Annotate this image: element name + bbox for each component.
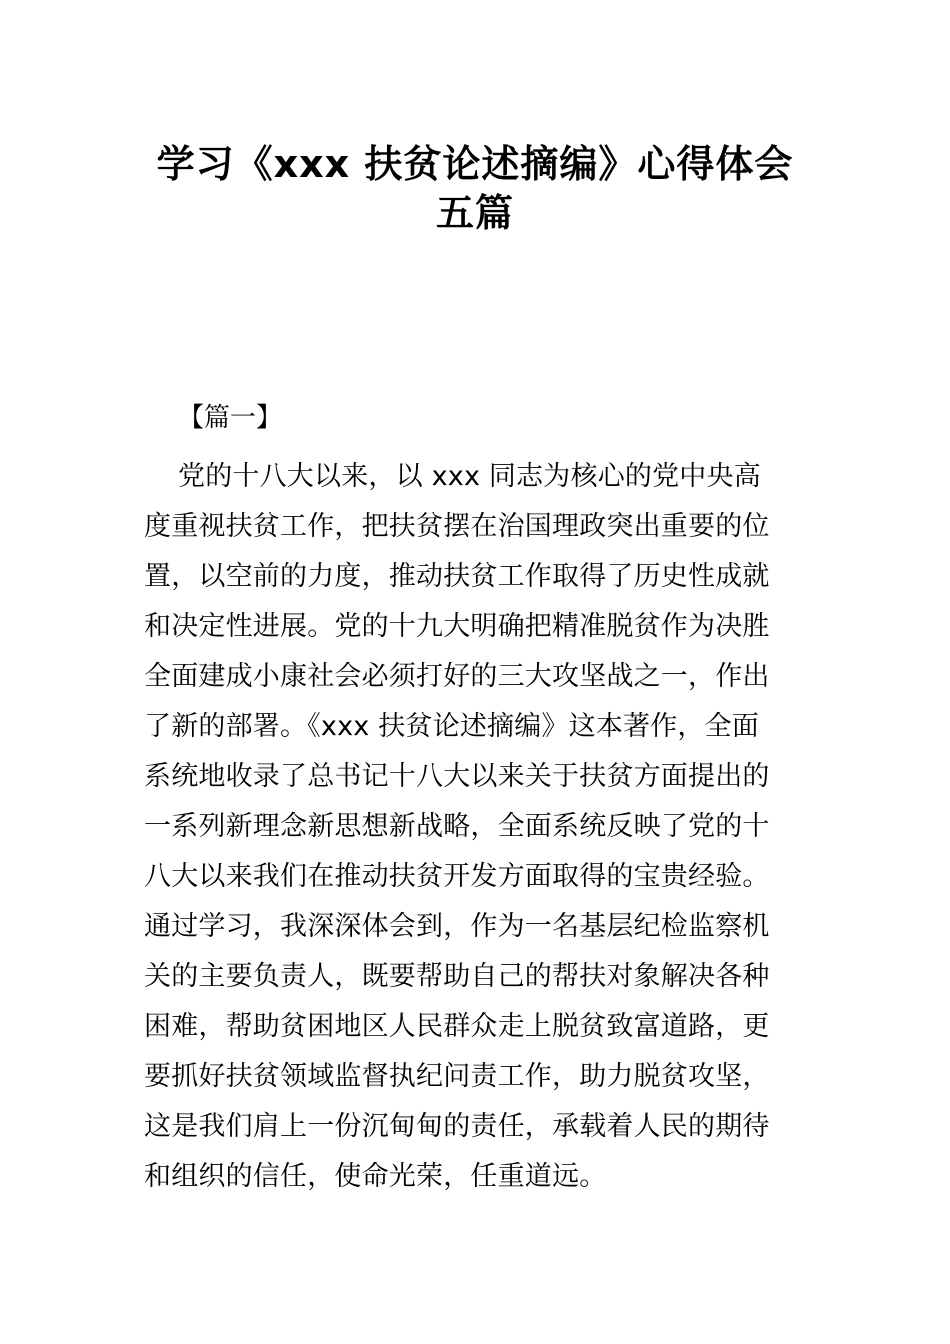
- paragraph-line: 要抓好扶贫领域监督执纪问责工作，助力脱贫攻坚，: [144, 1061, 770, 1092]
- paragraph-line: 通过学习，我深深体会到，作为一名基层纪检监察机: [144, 911, 770, 942]
- paragraph-line: 系统地收录了总书记十八大以来关于扶贫方面提出的: [144, 761, 770, 792]
- paragraph-line: 一系列新理念新思想新战略，全面系统反映了党的十: [144, 811, 770, 842]
- paragraph-line: 困难，帮助贫困地区人民群众走上脱贫致富道路，更: [144, 1011, 770, 1042]
- document-title-line-2: 五篇: [435, 191, 514, 235]
- paragraph-line: 置，以空前的力度，推动扶贫工作取得了历史性成就: [144, 561, 770, 592]
- paragraph-line: 和决定性进展。党的十九大明确把精准脱贫作为决胜: [144, 611, 770, 642]
- paragraph-line: 党的十八大以来，以 xxx 同志为核心的党中央高: [178, 461, 761, 492]
- paragraph-line: 和组织的信任，使命光荣，任重道远。: [144, 1161, 607, 1192]
- paragraph-line: 度重视扶贫工作，把扶贫摆在治国理政突出重要的位: [144, 511, 770, 542]
- body-paragraph: [144, 452, 814, 1202]
- paragraph-line: 这是我们肩上一份沉甸甸的责任，承载着人民的期待: [144, 1111, 770, 1142]
- paragraph-line: 了新的部署。《xxx 扶贫论述摘编》这本著作，全面: [144, 711, 760, 742]
- document-title-line-1: 学习《xxx 扶贫论述摘编》心得体会: [156, 142, 794, 186]
- paragraph-line: 全面建成小康社会必须打好的三大攻坚战之一，作出: [144, 661, 770, 692]
- paragraph-line: 关的主要负责人，既要帮助自己的帮扶对象解决各种: [144, 961, 770, 992]
- section-label: 【篇一】: [178, 403, 283, 433]
- paragraph-line: 八大以来我们在推动扶贫开发方面取得的宝贵经验。: [144, 861, 770, 892]
